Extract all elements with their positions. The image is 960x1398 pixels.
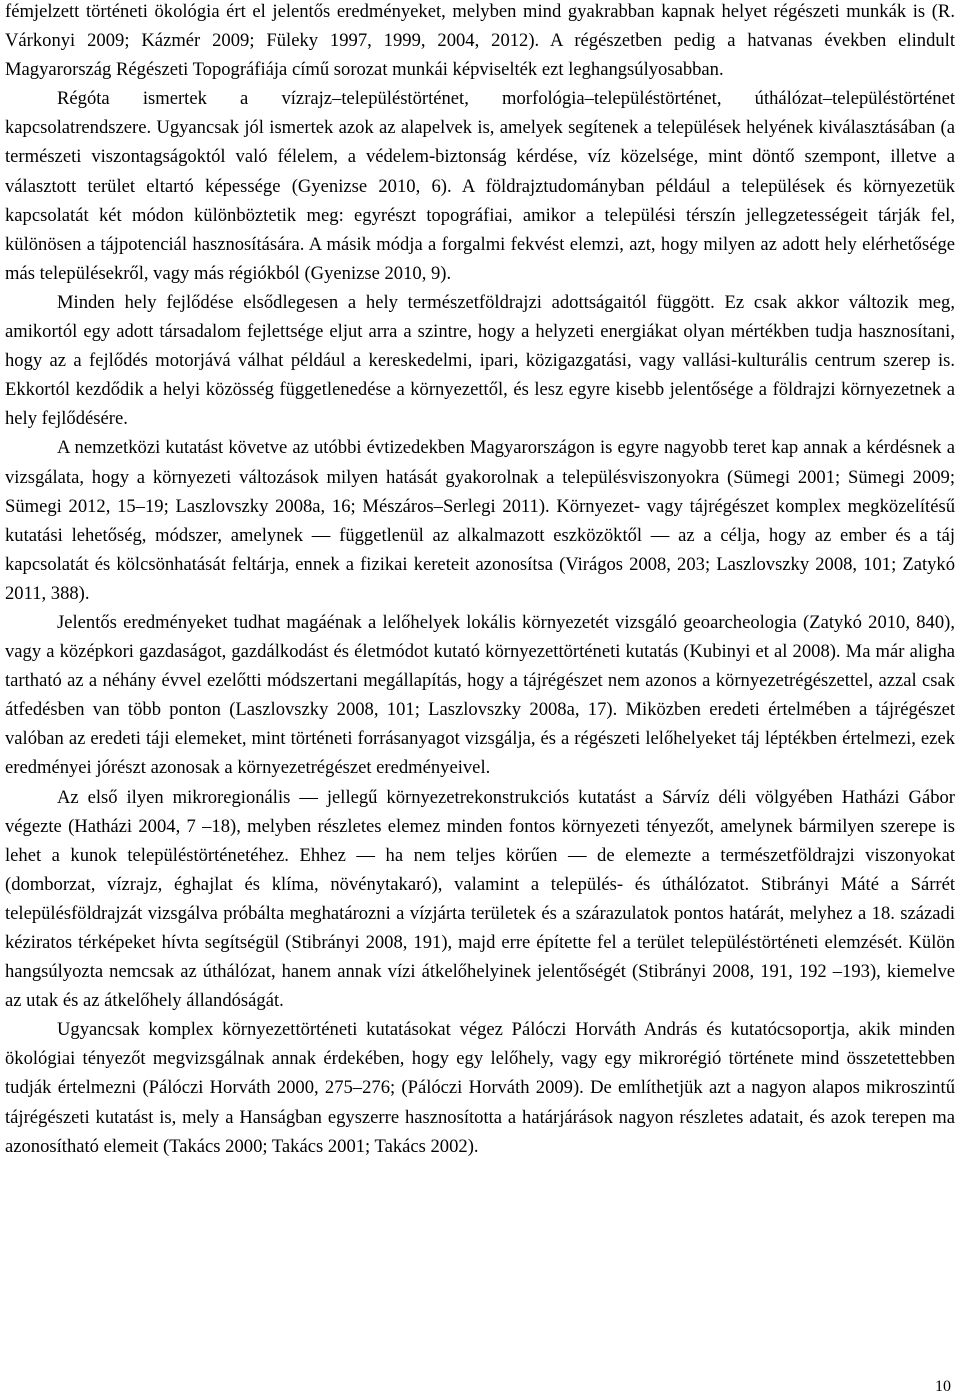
paragraph: Az első ilyen mikroregionális — jellegű környezetrekonstrukciós kutatást a Sárvíz déli völgyében Hatházi Gábor végezte (Hatházi 2004, 7 –18), melyben részletes elemez minden fontos környezeti tényezőt, amelynek bármilyen szerepe is lehet a kunok településtörténetéhez. Ehhez — ha nem teljes körűen — de elemezte a természetföldrajzi viszonyokat (domborzat, vízrajz, éghajlat és klíma, növénytakaró), valamint a település- és úthálózatot. Stibrányi Máté a Sárrét településföldrajzát vizsgálva próbálta meghatározni a vízjárta területek és a szárazulatok pontos határát, melyhez a 18. századi kéziratos térképeket hívta segítségül (Stibrányi 2008, 191), majd erre építette fel a terület településtörténeti elemzését. Külön hangsúlyozta nemcsak az úthálózat, hanem annak vízi átkelőhelyinek jelentőségét (Stibrányi 2008, 191, 192 –193), kiemelve az utak és az átkelőhely állandóságát. <box>5 786 955 1012</box>
paragraph: Minden hely fejlődése elsődlegesen a hely természetföldrajzi adottságaitól függött. Ez csak akkor változik meg, amikortól egy adott társadalom fejlettsége eljut arra a szintre, hogy a helyzeti energiákat olyan mértékben tudja hasznosítani, hogy az a fejlődés motorjává válhat például a kereskedelmi, ipari, közigazgatási, vagy vallási-kulturális centrum szerep is. Ekkortól kezdődik a helyi közösség függetlenedése a környezettől, és lesz egyre kisebb jelentősége a földrajzi környezetnek a hely fejlődésére. <box>5 291 955 430</box>
paragraph: Régóta ismertek a vízrajz–településtörténet, morfológia–településtörténet, úthálózat–településtörténet kapcsolatrendszere. Ugyancsak jól ismertek azok az alapelvek is, amelyek segítenek a települések helyének kiválasztásában (a természeti viszontagságoktól való félelem, a védelem-biztonság kérdése, víz közelsége, mint döntő szempont, illetve a választott terület eltartó képessége (Gyenizse 2010, 6). A földrajztudományban például a települések és környezetük kapcsolatát két módon különböztetik meg: egyrészt topográfiai, amikor a települési térszín jellegzetességeit tárják fel, különösen a tájpotenciál hasznosítására. A másik módja a forgalmi fekvést elemzi, azt, hogy milyen az adott hely elérhetősége más településekről, vagy más régiókból (Gyenizse 2010, 9). <box>5 88 955 284</box>
paragraph: Jelentős eredményeket tudhat magáénak a lelőhelyek lokális környezetét vizsgáló geoarcheologia (Zatykó 2010, 840), vagy a középkori gazdaságot, gazdálkodást és életmódot kutató környezettörténeti kutatás (Kubinyi et al 2008). Ma már aligha tartható az a néhány évvel ezelőtti módszertani megállapítás, hogy a tájrégészet nem azonos a környezetrégészettel, azzal csak átfedésben van több ponton (Laszlovszky 2008, 101; Laszlovszky 2008a, 17). Miközben eredeti értelmében a tájrégészet valóban az eredeti táji elemeket, mint történeti forrásanyagot vizsgálja, és a régészeti lelőhelyeket táj léptékben értelmezi, ezek eredményei jórészt azonosak a környezetrégészet eredményeivel. <box>5 611 955 779</box>
body-text <box>5 0 955 1161</box>
paragraph: Ugyancsak komplex környezettörténeti kutatásokat végez Pálóczi Horváth András és kutatócsoportja, akik minden ökológiai tényezőt megvizsgálnak annak érdekében, hogy egy lelőhely, vagy egy mikrorégió története mind összetettebben tudják értelmezni (Pálóczi Horváth 2000, 275–276; (Pálóczi Horváth 2009). De említhetjük azt a nagyon alapos mikroszintű tájrégészeti kutatást is, mely a Hanságban egyszerre hasznosította a határjárások nagyon részletes adatait, és azok terepen ma azonosítható elemeit (Takács 2000; Takács 2001; Takács 2002). <box>5 1019 955 1157</box>
paragraph: A nemzetközi kutatást követve az utóbbi évtizedekben Magyarországon is egyre nagyobb teret kap annak a kérdésnek a vizsgálata, hogy a környezeti változások milyen hatását gyakorolnak a településviszonyokra (Sümegi 2001; Sümegi 2009; Sümegi 2012, 15–19; Laszlovszky 2008a, 16; Mészáros–Serlegi 2011). Környezet- vagy tájrégészet komplex megközelítésű kutatási lehetőség, módszer, amelynek — függetlenül az alkalmazott eszközöktől — az a célja, hogy az ember és a táj kapcsolatát és kölcsönhatását feltárja, ennek a fizikai kereteit azonosítsa (Virágos 2008, 203; Laszlovszky 2008, 101; Zatykó 2011, 388). <box>5 437 955 604</box>
paragraph-continuation: fémjelzett történeti ökológia ért el jelentős eredményeket, melyben mind gyakrabban kapnak helyet régészeti munkák is (R. Várkonyi 2009; Kázmér 2009; Füleky 1997, 1999, 2004, 2012). A régészetben pedig a hatvanas években elindult Magyarország Régészeti Topográfiája című sorozat munkái képviselték ezt leghangsúlyosabban. <box>5 1 955 81</box>
document-page <box>5 0 955 1398</box>
page-number: 10 <box>935 1378 951 1395</box>
